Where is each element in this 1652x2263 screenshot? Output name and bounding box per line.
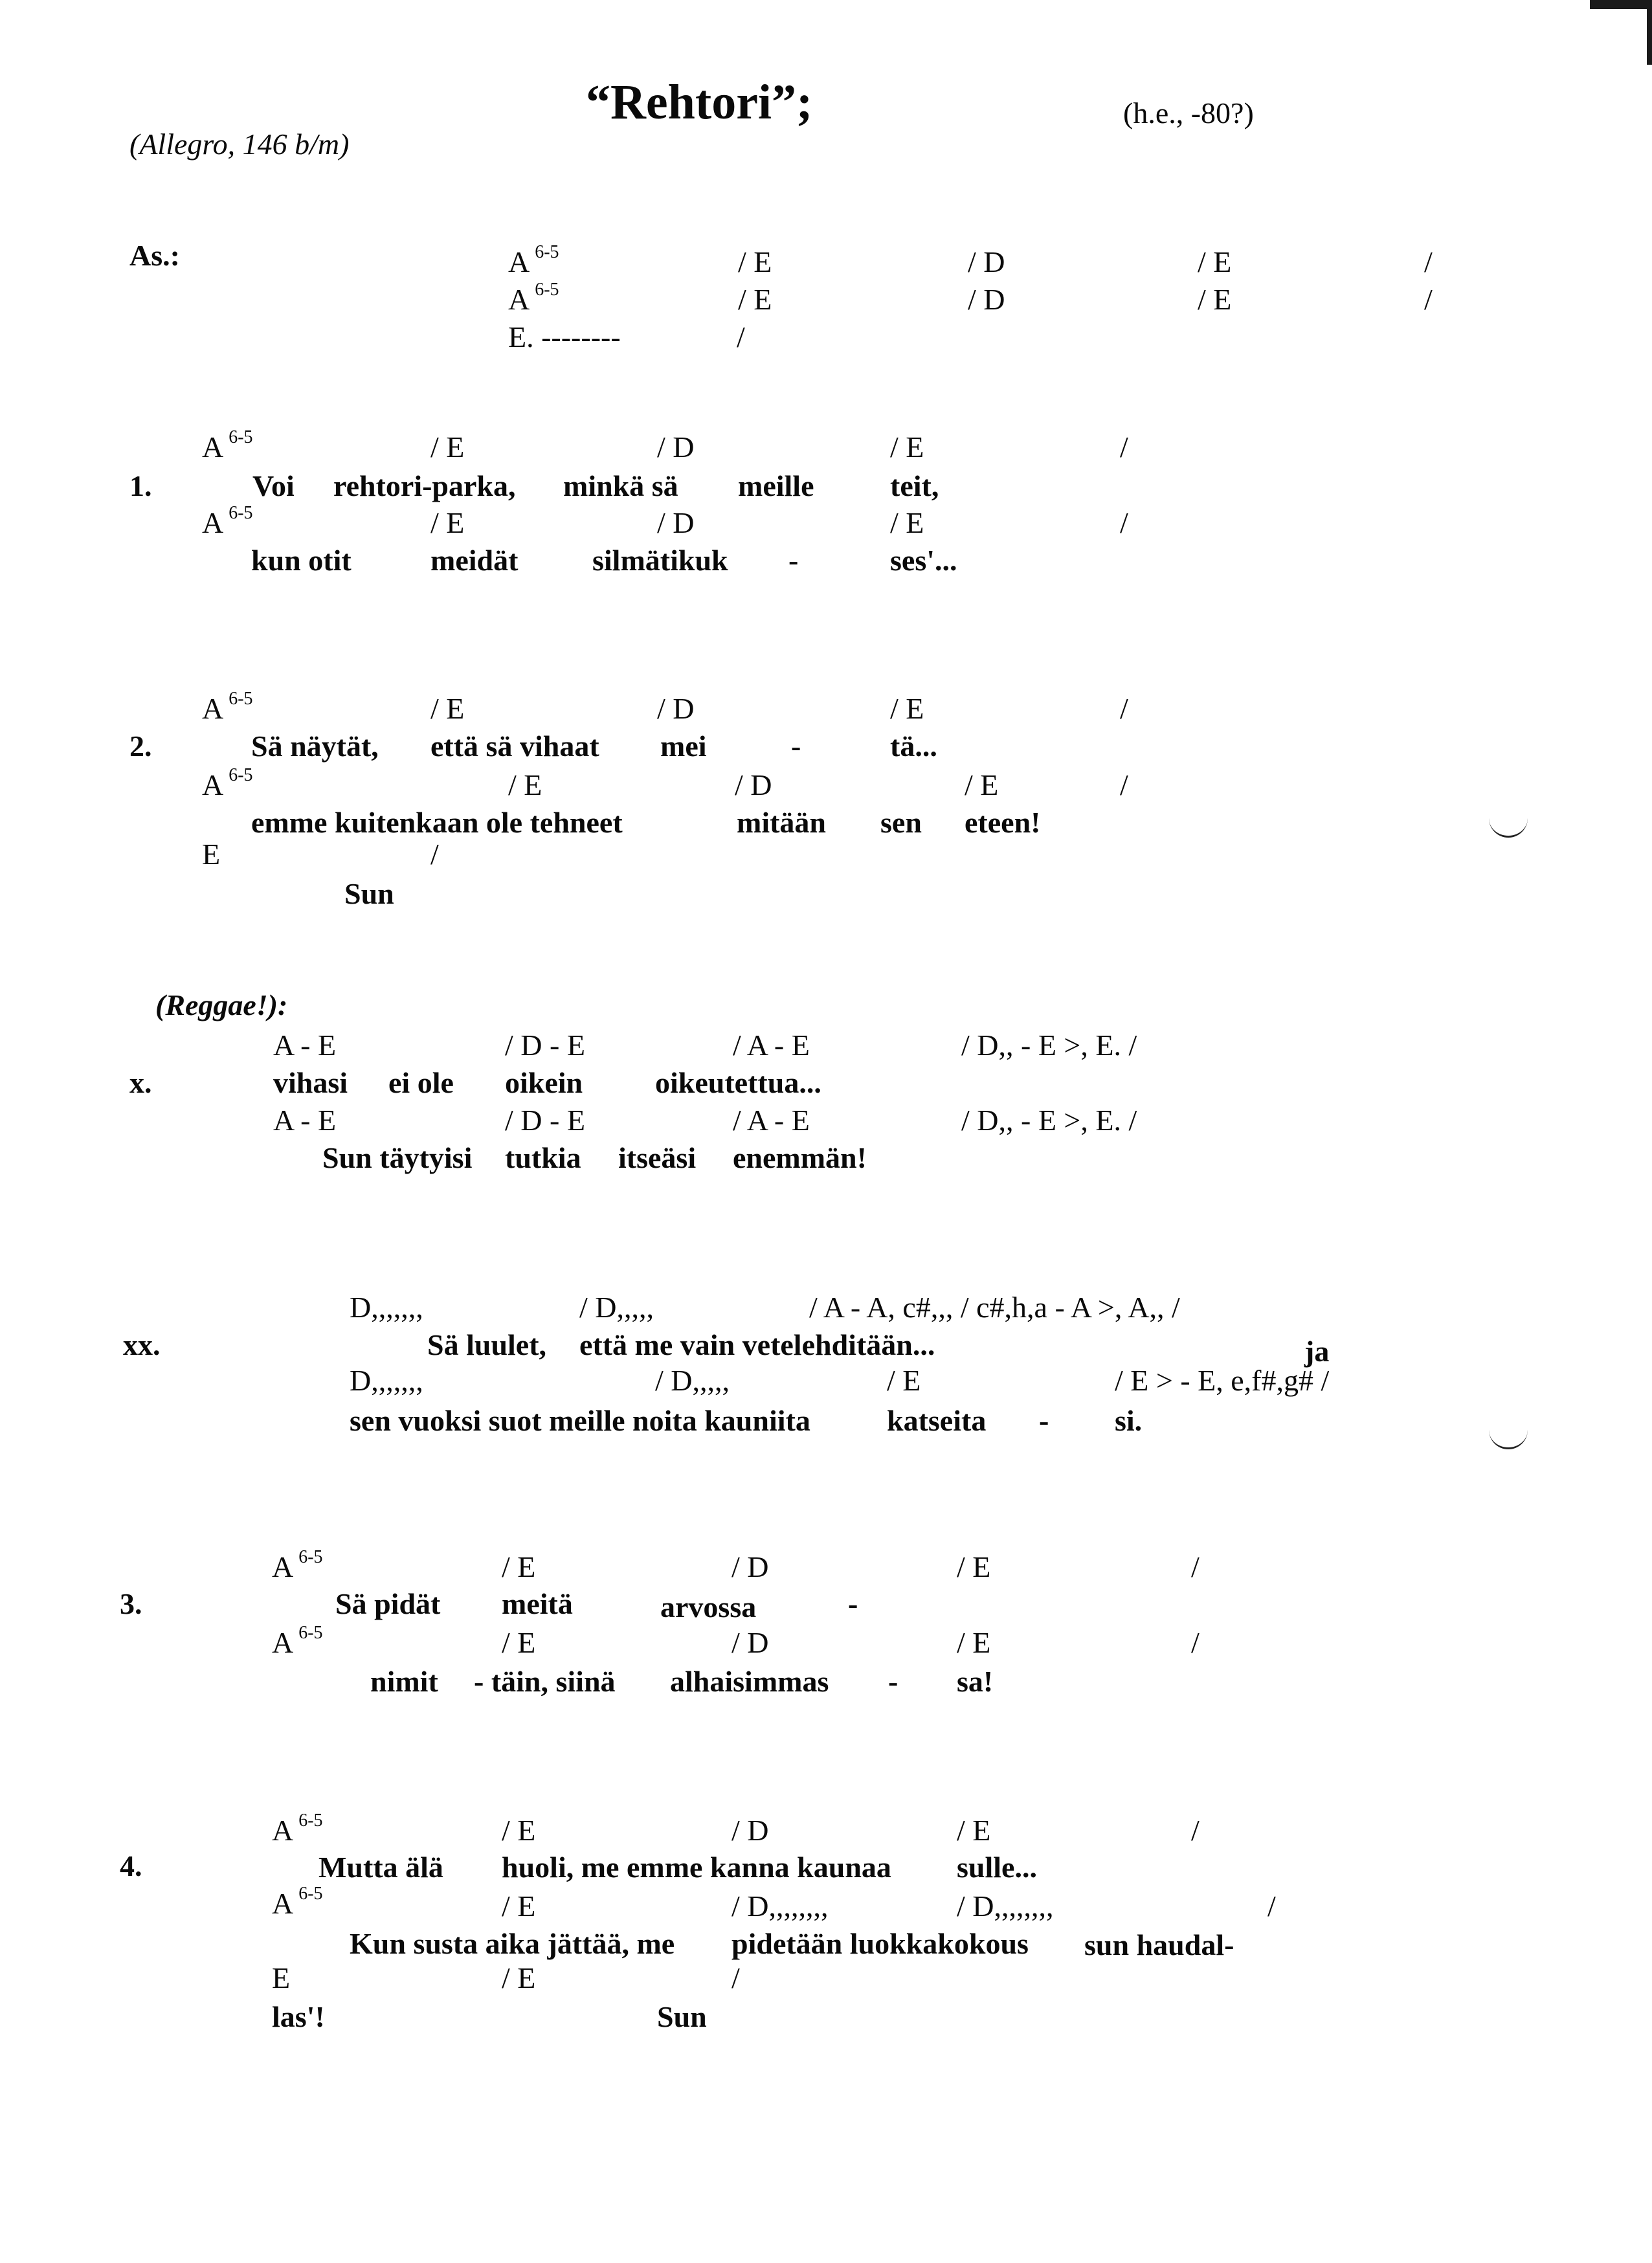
chord: / D,,,,,	[579, 1291, 654, 1324]
verse-number: 1.	[129, 469, 152, 502]
chord: A $^{6-5}$	[272, 1811, 323, 1847]
chord: / D	[657, 506, 695, 539]
chord: A $^{6-5}$	[202, 689, 253, 725]
lyric: meitä	[502, 1587, 573, 1620]
lyric: ja	[1304, 1335, 1330, 1368]
chord: / E	[502, 1961, 536, 1994]
lyric: arvossa	[660, 1590, 757, 1623]
chord: / D	[731, 1814, 769, 1847]
lyric: Sun	[657, 2000, 707, 2033]
lyric: sulle...	[957, 1851, 1037, 1884]
chord: / D	[735, 768, 772, 801]
chord: / D,,,,,,,,	[957, 1890, 1054, 1923]
lyric: - täin, siinä	[474, 1665, 616, 1698]
lyric: Mutta älä	[318, 1851, 443, 1884]
chord: / E	[890, 430, 924, 463]
lyric: Kun susta aika jättää, me	[350, 1927, 675, 1960]
lyric: Sun täytyisi	[322, 1141, 473, 1174]
lyric: katseita	[887, 1404, 987, 1437]
lyric: sa!	[957, 1665, 994, 1698]
chord: / E	[957, 1814, 991, 1847]
verse-number: 2.	[129, 730, 152, 763]
lyric: että me vain vetelehditään...	[579, 1328, 935, 1361]
chord: / E	[887, 1364, 921, 1397]
lyric: Sä luulet,	[427, 1328, 547, 1361]
punch-hole-mark	[1489, 1424, 1528, 1449]
bar-line: /	[430, 838, 439, 871]
chord: / E	[738, 283, 772, 316]
bar-line: /	[1120, 506, 1128, 539]
chord: / E	[965, 768, 999, 801]
chord: / E	[508, 768, 542, 801]
chord: / E	[430, 430, 465, 463]
chord: A $^{6-5}$	[202, 765, 253, 801]
chord: A - E	[273, 1029, 337, 1062]
chord: / E	[430, 506, 465, 539]
lyric: mei	[660, 730, 707, 763]
lyric: mitään	[737, 806, 826, 839]
lyric: vihasi	[273, 1066, 348, 1099]
lyric: -	[791, 730, 801, 763]
verse-number: 3.	[120, 1587, 142, 1620]
verse-number: 4.	[120, 1849, 142, 1882]
lyric: Voi	[252, 469, 295, 502]
punch-hole-mark	[1489, 812, 1528, 838]
bar-line: /	[1424, 283, 1433, 316]
song-title: “Rehtori”;	[586, 75, 813, 129]
chord: / D,, - E >, E. /	[961, 1029, 1137, 1062]
scan-edge-mark	[1647, 0, 1652, 65]
scan-edge-mark	[1590, 0, 1652, 9]
lyric: huoli, me emme kanna kaunaa	[502, 1851, 891, 1884]
chord: / E	[502, 1550, 536, 1583]
chord: A $^{6-5}$	[508, 242, 559, 278]
lyric: -	[888, 1665, 899, 1698]
chord: / E	[502, 1626, 536, 1659]
chord: A $^{6-5}$	[202, 427, 253, 463]
chord: / A - E	[733, 1029, 810, 1062]
bar-line: /	[1120, 768, 1128, 801]
chord: / E	[890, 506, 924, 539]
chord: E	[202, 838, 221, 871]
chord: A $^{6-5}$	[272, 1547, 323, 1583]
chord: / E	[502, 1890, 536, 1923]
chord: A $^{6-5}$	[202, 503, 253, 539]
chord: / A - A, c#,,, / c#,h,a - A >, A,, /	[809, 1291, 1180, 1324]
chord: A $^{6-5}$	[272, 1884, 323, 1920]
chord: A $^{6-5}$	[508, 280, 559, 316]
lyric: eteen!	[965, 806, 1041, 839]
lyric: meille	[738, 469, 814, 502]
section-heading: (Reggae!):	[155, 988, 288, 1021]
bar-line: /	[1191, 1814, 1200, 1847]
chord: / A - E	[733, 1104, 810, 1137]
chord: A $^{6-5}$	[272, 1623, 323, 1659]
bar-line: /	[1191, 1550, 1200, 1583]
lyric: oikeutettua...	[655, 1066, 821, 1099]
chord: / D,, - E >, E. /	[961, 1104, 1137, 1137]
lyric: Sun	[344, 877, 394, 910]
bar-line: /	[1120, 430, 1128, 463]
lyric: si.	[1115, 1404, 1143, 1437]
intro-label: As.:	[129, 239, 180, 272]
song-credit: (h.e., -80?)	[1123, 96, 1254, 129]
chord: A - E	[273, 1104, 337, 1137]
lyric: että sä vihaat	[430, 730, 599, 763]
chord: / D	[731, 1550, 769, 1583]
lyric: tutkia	[505, 1141, 581, 1174]
bar-line: /	[731, 1961, 740, 1994]
chord: / D	[657, 692, 695, 725]
lyric: sen	[880, 806, 922, 839]
chord: E. --------	[508, 320, 621, 353]
chord: / D	[657, 430, 695, 463]
lyric: meidät	[430, 544, 519, 577]
chord: / D	[968, 245, 1005, 278]
chord: / D,,,,,,,,	[731, 1890, 829, 1923]
lyric: minkä sä	[563, 469, 678, 502]
chord: / D	[968, 283, 1005, 316]
chord: / E	[430, 692, 465, 725]
verse-number: xx.	[123, 1328, 161, 1361]
chord: / E	[890, 692, 924, 725]
chord: / E > - E, e,f#,g# /	[1115, 1364, 1330, 1397]
chord: / E	[1198, 245, 1232, 278]
chord: / E	[738, 245, 772, 278]
chord: D,,,,,,,	[350, 1291, 423, 1324]
bar-line: /	[1424, 245, 1433, 278]
chord: / E	[957, 1550, 991, 1583]
bar-line: /	[1191, 1626, 1200, 1659]
lyric: Sä näytät,	[251, 730, 379, 763]
chord: / D	[731, 1626, 769, 1659]
lyric: -	[848, 1587, 858, 1620]
tempo-marking: (Allegro, 146 b/m)	[129, 128, 350, 161]
lyric: itseäsi	[618, 1141, 697, 1174]
bar-line: /	[737, 320, 745, 353]
chord: / E	[957, 1626, 991, 1659]
lyric: nimit	[370, 1665, 438, 1698]
bar-line: /	[1267, 1890, 1276, 1923]
bar-line: /	[1120, 692, 1128, 725]
lyric: teit,	[890, 469, 939, 502]
lyric: sun haudal-	[1084, 1928, 1234, 1961]
chord: / D - E	[505, 1104, 585, 1137]
lyric: ses'...	[890, 544, 957, 577]
lyric: -	[1039, 1404, 1049, 1437]
lyric: enemmän!	[733, 1141, 867, 1174]
lyric: silmätikuk	[592, 544, 728, 577]
lyric: kun otit	[251, 544, 352, 577]
verse-number: x.	[129, 1066, 152, 1099]
lyric: emme kuitenkaan ole tehneet	[251, 806, 623, 839]
lyric: sen vuoksi suot meille noita kauniita	[350, 1404, 810, 1437]
chord: / E	[502, 1814, 536, 1847]
lyric: ei ole	[388, 1066, 454, 1099]
lyric: alhaisimmas	[670, 1665, 829, 1698]
chord: / D - E	[505, 1029, 585, 1062]
chord: E	[272, 1961, 291, 1994]
lyric: tä...	[890, 730, 937, 763]
lyric: las'!	[272, 2000, 325, 2033]
chord: / D,,,,,	[655, 1364, 730, 1397]
lyric: Sä pidät	[335, 1587, 441, 1620]
chord: / E	[1198, 283, 1232, 316]
lyric: rehtori-parka,	[333, 469, 516, 502]
lyric: -	[788, 544, 799, 577]
lyric: oikein	[505, 1066, 583, 1099]
chord: D,,,,,,,	[350, 1364, 423, 1397]
lyric: pidetään luokkakokous	[731, 1927, 1029, 1960]
